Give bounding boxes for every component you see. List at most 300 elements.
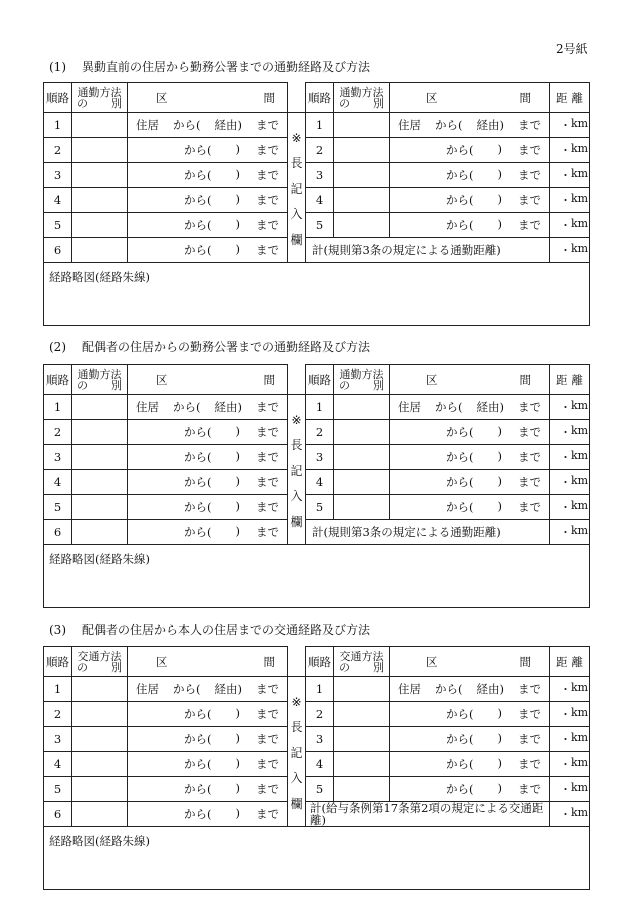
- distance-dot: ・: [560, 144, 571, 157]
- distance-unit: km: [571, 706, 589, 719]
- route-to-label: まで: [256, 707, 279, 721]
- distance-unit: km: [571, 117, 589, 130]
- route-from-label: から(: [446, 475, 474, 489]
- route-to-label: まで: [256, 525, 279, 539]
- route-from-label: から(: [173, 400, 201, 414]
- method-cell[interactable]: [334, 163, 390, 188]
- route-close-paren: ): [497, 424, 502, 438]
- table-row: [44, 520, 590, 545]
- method-cell[interactable]: [334, 395, 390, 420]
- distance-unit: km: [571, 781, 589, 794]
- distance-cell[interactable]: [550, 213, 590, 238]
- route-row: [128, 806, 287, 822]
- route-cell[interactable]: [390, 752, 550, 777]
- method-cell[interactable]: [72, 113, 128, 138]
- method-cell[interactable]: [72, 470, 128, 495]
- distance-cell[interactable]: [550, 495, 590, 520]
- section-title-text: 配偶者の住居からの勤務公署までの通勤経路及び方法: [82, 340, 371, 354]
- route-from-label: から(: [446, 143, 474, 157]
- table-row: [44, 802, 590, 827]
- route-to-label: まで: [256, 475, 279, 489]
- method-cell[interactable]: [334, 727, 390, 752]
- method-header: 交通方法 の 別: [334, 647, 390, 677]
- distance-unit: km: [571, 399, 589, 412]
- distance-dot: ・: [560, 733, 571, 746]
- route-row: [128, 167, 287, 183]
- route-close-paren: ): [235, 706, 240, 720]
- route-cell[interactable]: [390, 777, 550, 802]
- route-cell[interactable]: [128, 188, 288, 213]
- table-row: [44, 163, 590, 188]
- route-row: [390, 142, 549, 158]
- distance-cell[interactable]: [550, 777, 590, 802]
- route-from-label: から(: [184, 450, 212, 464]
- route-from-label: から(: [173, 118, 201, 132]
- order-cell: 4: [306, 752, 334, 777]
- route-from-label: から(: [184, 707, 212, 721]
- section-header: 区 間: [128, 365, 288, 395]
- route-home-label: 住居: [136, 400, 159, 414]
- route-close-paren: ): [235, 167, 240, 181]
- route-to-label: まで: [518, 500, 541, 514]
- chief-note-char: 長: [290, 720, 303, 735]
- route-row: [128, 781, 287, 797]
- distance-cell[interactable]: [550, 677, 590, 702]
- order-cell: 1: [306, 113, 334, 138]
- chief-note-column: [288, 395, 306, 545]
- method-cell[interactable]: [72, 445, 128, 470]
- chief-note-char: 長: [290, 438, 303, 453]
- route-home-label: 住居: [398, 400, 421, 414]
- distance-cell[interactable]: [550, 238, 590, 263]
- route-to-label: まで: [518, 425, 541, 439]
- distance-unit: km: [571, 499, 589, 512]
- distance-cell[interactable]: [550, 445, 590, 470]
- route-to-label: まで: [518, 682, 541, 696]
- route-cell[interactable]: [128, 777, 288, 802]
- table-row: [44, 727, 590, 752]
- route-via-label: 経由): [476, 682, 504, 696]
- order-cell: 1: [306, 395, 334, 420]
- route-to-label: まで: [256, 193, 279, 207]
- table-row: [44, 138, 590, 163]
- route-map-area[interactable]: [44, 263, 590, 326]
- distance-cell[interactable]: [550, 395, 590, 420]
- chief-note-char: 記: [290, 745, 303, 760]
- route-table-1: [43, 82, 589, 326]
- route-cell[interactable]: [390, 395, 550, 420]
- route-cell[interactable]: [390, 470, 550, 495]
- chief-note-char: 長: [290, 156, 303, 171]
- chief-note-char: 欄: [290, 514, 303, 529]
- method-cell[interactable]: [334, 470, 390, 495]
- route-close-paren: ): [497, 706, 502, 720]
- method-cell[interactable]: [334, 495, 390, 520]
- method-cell[interactable]: [334, 113, 390, 138]
- distance-unit: km: [571, 524, 589, 537]
- route-from-label: から(: [184, 425, 212, 439]
- method-cell[interactable]: [334, 777, 390, 802]
- route-cell[interactable]: [390, 677, 550, 702]
- distance-unit: km: [571, 756, 589, 769]
- method-cell[interactable]: [334, 677, 390, 702]
- route-from-label: から(: [446, 218, 474, 232]
- route-home-label: 住居: [398, 682, 421, 696]
- distance-unit: km: [571, 424, 589, 437]
- route-to-label: まで: [518, 450, 541, 464]
- method-cell[interactable]: [72, 702, 128, 727]
- section-header: 区 間: [390, 647, 550, 677]
- chief-note-header: [288, 365, 306, 395]
- route-close-paren: ): [497, 756, 502, 770]
- order-cell: 5: [44, 213, 72, 238]
- route-first-row: [390, 117, 549, 133]
- chief-note-char: 記: [290, 181, 303, 196]
- route-home-label: 住居: [398, 118, 421, 132]
- order-cell: 3: [44, 727, 72, 752]
- route-from-label: から(: [184, 500, 212, 514]
- route-row: [390, 706, 549, 722]
- route-close-paren: ): [235, 217, 240, 231]
- route-close-paren: ): [497, 499, 502, 513]
- distance-cell[interactable]: [550, 702, 590, 727]
- route-to-label: まで: [256, 757, 279, 771]
- route-cell[interactable]: [390, 163, 550, 188]
- route-map-area[interactable]: [44, 827, 590, 890]
- distance-unit: km: [571, 731, 589, 744]
- route-cell[interactable]: [128, 238, 288, 263]
- order-cell: 5: [306, 777, 334, 802]
- route-table-2: [43, 364, 589, 608]
- route-from-label: から(: [446, 500, 474, 514]
- route-row: [128, 499, 287, 515]
- section-header: 区 間: [128, 83, 288, 113]
- order-cell: 1: [306, 677, 334, 702]
- route-close-paren: ): [497, 731, 502, 745]
- chief-note-char: ※: [291, 130, 302, 145]
- order-header: 順路: [44, 647, 72, 677]
- route-row: [128, 424, 287, 440]
- table-row: [44, 213, 590, 238]
- route-close-paren: ): [235, 756, 240, 770]
- method-header: 交通方法 の 別: [72, 647, 128, 677]
- route-row: [128, 731, 287, 747]
- distance-unit: km: [571, 242, 589, 255]
- order-cell: 4: [44, 470, 72, 495]
- route-from-label: から(: [435, 400, 463, 414]
- order-header: 順路: [306, 83, 334, 113]
- route-close-paren: ): [497, 217, 502, 231]
- order-cell: 4: [44, 188, 72, 213]
- route-cell[interactable]: [128, 395, 288, 420]
- route-to-label: まで: [518, 400, 541, 414]
- section-header: 区 間: [128, 647, 288, 677]
- table-row: [44, 677, 590, 702]
- method-cell[interactable]: [72, 727, 128, 752]
- route-close-paren: ): [235, 192, 240, 206]
- method-header: 通勤方法 の 別: [334, 83, 390, 113]
- distance-dot: ・: [560, 401, 571, 414]
- table-row: [44, 445, 590, 470]
- route-close-paren: ): [235, 806, 240, 820]
- route-map-label: 経路略図(経路朱線): [49, 270, 150, 284]
- route-cell[interactable]: [128, 163, 288, 188]
- order-cell: 2: [306, 702, 334, 727]
- distance-cell[interactable]: [550, 113, 590, 138]
- distance-unit: km: [571, 192, 589, 205]
- method-cell[interactable]: [334, 213, 390, 238]
- chief-note-char: ※: [291, 412, 302, 427]
- route-map-label: 経路略図(経路朱線): [49, 552, 150, 566]
- order-cell: 3: [306, 727, 334, 752]
- distance-dot: ・: [560, 783, 571, 796]
- route-close-paren: ): [235, 731, 240, 745]
- method-cell[interactable]: [334, 702, 390, 727]
- route-row: [390, 192, 549, 208]
- distance-dot: ・: [560, 426, 571, 439]
- section-title: [49, 621, 370, 638]
- route-to-label: まで: [518, 193, 541, 207]
- route-cell[interactable]: [390, 138, 550, 163]
- route-cell[interactable]: [128, 470, 288, 495]
- distance-dot: ・: [560, 808, 571, 821]
- method-cell[interactable]: [72, 163, 128, 188]
- route-close-paren: ): [497, 474, 502, 488]
- route-row: [390, 731, 549, 747]
- distance-cell[interactable]: [550, 727, 590, 752]
- route-from-label: から(: [446, 450, 474, 464]
- distance-dot: ・: [560, 244, 571, 257]
- route-from-label: から(: [435, 682, 463, 696]
- route-close-paren: ): [235, 499, 240, 513]
- route-cell[interactable]: [390, 445, 550, 470]
- route-from-label: から(: [446, 707, 474, 721]
- method-cell[interactable]: [72, 777, 128, 802]
- method-header: 通勤方法 の 別: [72, 83, 128, 113]
- method-cell[interactable]: [72, 495, 128, 520]
- route-to-label: まで: [256, 168, 279, 182]
- route-cell[interactable]: [128, 520, 288, 545]
- distance-header: 距 離: [550, 83, 590, 113]
- route-row: [390, 474, 549, 490]
- route-from-label: から(: [446, 193, 474, 207]
- table-header: [44, 647, 590, 677]
- distance-dot: ・: [560, 219, 571, 232]
- order-cell: 1: [44, 677, 72, 702]
- method-header: 通勤方法 の 別: [72, 365, 128, 395]
- route-home-label: 住居: [136, 118, 159, 132]
- route-to-label: まで: [256, 218, 279, 232]
- route-cell[interactable]: [390, 213, 550, 238]
- method-cell[interactable]: [72, 395, 128, 420]
- route-via-label: 経由): [214, 682, 242, 696]
- route-to-label: まで: [518, 732, 541, 746]
- table-row: [44, 238, 590, 263]
- table-header: [44, 365, 590, 395]
- route-first-row: [128, 399, 287, 415]
- distance-unit: km: [571, 449, 589, 462]
- section-title: [49, 58, 370, 75]
- table-row: [44, 113, 590, 138]
- route-via-label: 経由): [214, 400, 242, 414]
- route-from-label: から(: [184, 143, 212, 157]
- table-row: [44, 395, 590, 420]
- route-from-label: から(: [184, 193, 212, 207]
- distance-dot: ・: [560, 501, 571, 514]
- order-cell: 3: [306, 445, 334, 470]
- method-cell[interactable]: [334, 445, 390, 470]
- route-cell[interactable]: [128, 213, 288, 238]
- route-via-label: 経由): [214, 118, 242, 132]
- method-cell[interactable]: [334, 138, 390, 163]
- order-cell: 4: [44, 752, 72, 777]
- route-from-label: から(: [184, 218, 212, 232]
- order-cell: 5: [306, 213, 334, 238]
- chief-note-header: [288, 83, 306, 113]
- route-close-paren: ): [235, 524, 240, 538]
- route-cell[interactable]: [128, 420, 288, 445]
- route-row: [128, 756, 287, 772]
- chief-note-char: 入: [290, 207, 303, 222]
- section-title-text: 異動直前の住居から勤務公署までの通勤経路及び方法: [82, 60, 371, 74]
- route-cell[interactable]: [128, 752, 288, 777]
- table-row: [44, 420, 590, 445]
- route-cell[interactable]: [128, 445, 288, 470]
- chief-note-char: 入: [290, 771, 303, 786]
- map-row: [44, 827, 590, 890]
- distance-unit: km: [571, 806, 589, 819]
- method-cell[interactable]: [72, 213, 128, 238]
- route-from-label: から(: [446, 168, 474, 182]
- method-cell[interactable]: [72, 138, 128, 163]
- route-cell[interactable]: [390, 495, 550, 520]
- distance-cell[interactable]: [550, 163, 590, 188]
- route-from-label: から(: [184, 525, 212, 539]
- distance-cell[interactable]: [550, 802, 590, 827]
- route-close-paren: ): [497, 781, 502, 795]
- distance-dot: ・: [560, 708, 571, 721]
- route-cell[interactable]: [128, 138, 288, 163]
- route-via-label: 経由): [476, 118, 504, 132]
- route-close-paren: ): [497, 449, 502, 463]
- order-cell: 2: [44, 420, 72, 445]
- route-cell[interactable]: [128, 727, 288, 752]
- distance-header: 距 離: [550, 365, 590, 395]
- route-cell[interactable]: [390, 727, 550, 752]
- route-to-label: まで: [256, 732, 279, 746]
- distance-cell[interactable]: [550, 520, 590, 545]
- route-close-paren: ): [235, 449, 240, 463]
- method-cell[interactable]: [334, 752, 390, 777]
- order-cell: 1: [44, 113, 72, 138]
- route-cell[interactable]: [390, 113, 550, 138]
- route-map-area[interactable]: [44, 545, 590, 608]
- route-to-label: まで: [518, 707, 541, 721]
- route-from-label: から(: [184, 757, 212, 771]
- route-from-label: から(: [173, 682, 201, 696]
- route-first-row: [128, 117, 287, 133]
- distance-cell[interactable]: [550, 188, 590, 213]
- route-to-label: まで: [256, 682, 279, 696]
- method-cell[interactable]: [72, 520, 128, 545]
- order-cell: 2: [44, 138, 72, 163]
- chief-note-column: [288, 113, 306, 263]
- route-to-label: まで: [256, 400, 279, 414]
- route-close-paren: ): [235, 781, 240, 795]
- route-row: [390, 167, 549, 183]
- route-cell[interactable]: [128, 802, 288, 827]
- order-cell: 2: [306, 420, 334, 445]
- method-cell[interactable]: [72, 188, 128, 213]
- chief-note-column: [288, 677, 306, 827]
- route-cell[interactable]: [390, 702, 550, 727]
- distance-cell[interactable]: [550, 420, 590, 445]
- route-from-label: から(: [446, 782, 474, 796]
- map-row: [44, 263, 590, 326]
- order-cell: 2: [306, 138, 334, 163]
- route-cell[interactable]: [128, 113, 288, 138]
- route-from-label: から(: [184, 732, 212, 746]
- route-map-label: 経路略図(経路朱線): [49, 834, 150, 848]
- distance-dot: ・: [560, 451, 571, 464]
- distance-dot: ・: [560, 683, 571, 696]
- route-to-label: まで: [518, 757, 541, 771]
- method-cell[interactable]: [72, 677, 128, 702]
- route-row: [390, 449, 549, 465]
- route-cell[interactable]: [128, 702, 288, 727]
- route-cell[interactable]: [390, 188, 550, 213]
- route-to-label: まで: [518, 782, 541, 796]
- route-cell[interactable]: [128, 495, 288, 520]
- table-row: [44, 752, 590, 777]
- distance-dot: ・: [560, 526, 571, 539]
- order-header: 順路: [306, 647, 334, 677]
- method-cell[interactable]: [334, 188, 390, 213]
- route-to-label: まで: [256, 118, 279, 132]
- distance-cell[interactable]: [550, 138, 590, 163]
- distance-unit: km: [571, 681, 589, 694]
- method-cell[interactable]: [72, 238, 128, 263]
- route-close-paren: ): [235, 242, 240, 256]
- distance-dot: ・: [560, 476, 571, 489]
- route-row: [390, 756, 549, 772]
- order-cell: 6: [44, 802, 72, 827]
- route-from-label: から(: [184, 807, 212, 821]
- table-row: [44, 188, 590, 213]
- route-to-label: まで: [256, 807, 279, 821]
- route-to-label: まで: [518, 475, 541, 489]
- method-cell[interactable]: [334, 420, 390, 445]
- route-close-paren: ): [235, 424, 240, 438]
- distance-cell[interactable]: [550, 470, 590, 495]
- route-home-label: 住居: [136, 682, 159, 696]
- route-from-label: から(: [184, 782, 212, 796]
- order-cell: 6: [44, 520, 72, 545]
- method-cell[interactable]: [72, 420, 128, 445]
- route-from-label: から(: [446, 757, 474, 771]
- route-cell[interactable]: [128, 677, 288, 702]
- distance-dot: ・: [560, 169, 571, 182]
- route-row: [128, 242, 287, 258]
- chief-note-header: [288, 647, 306, 677]
- route-via-label: 経由): [476, 400, 504, 414]
- distance-cell[interactable]: [550, 752, 590, 777]
- method-cell[interactable]: [72, 802, 128, 827]
- route-cell[interactable]: [390, 420, 550, 445]
- table-row: [44, 495, 590, 520]
- method-cell[interactable]: [72, 752, 128, 777]
- section-number: (2): [49, 340, 66, 354]
